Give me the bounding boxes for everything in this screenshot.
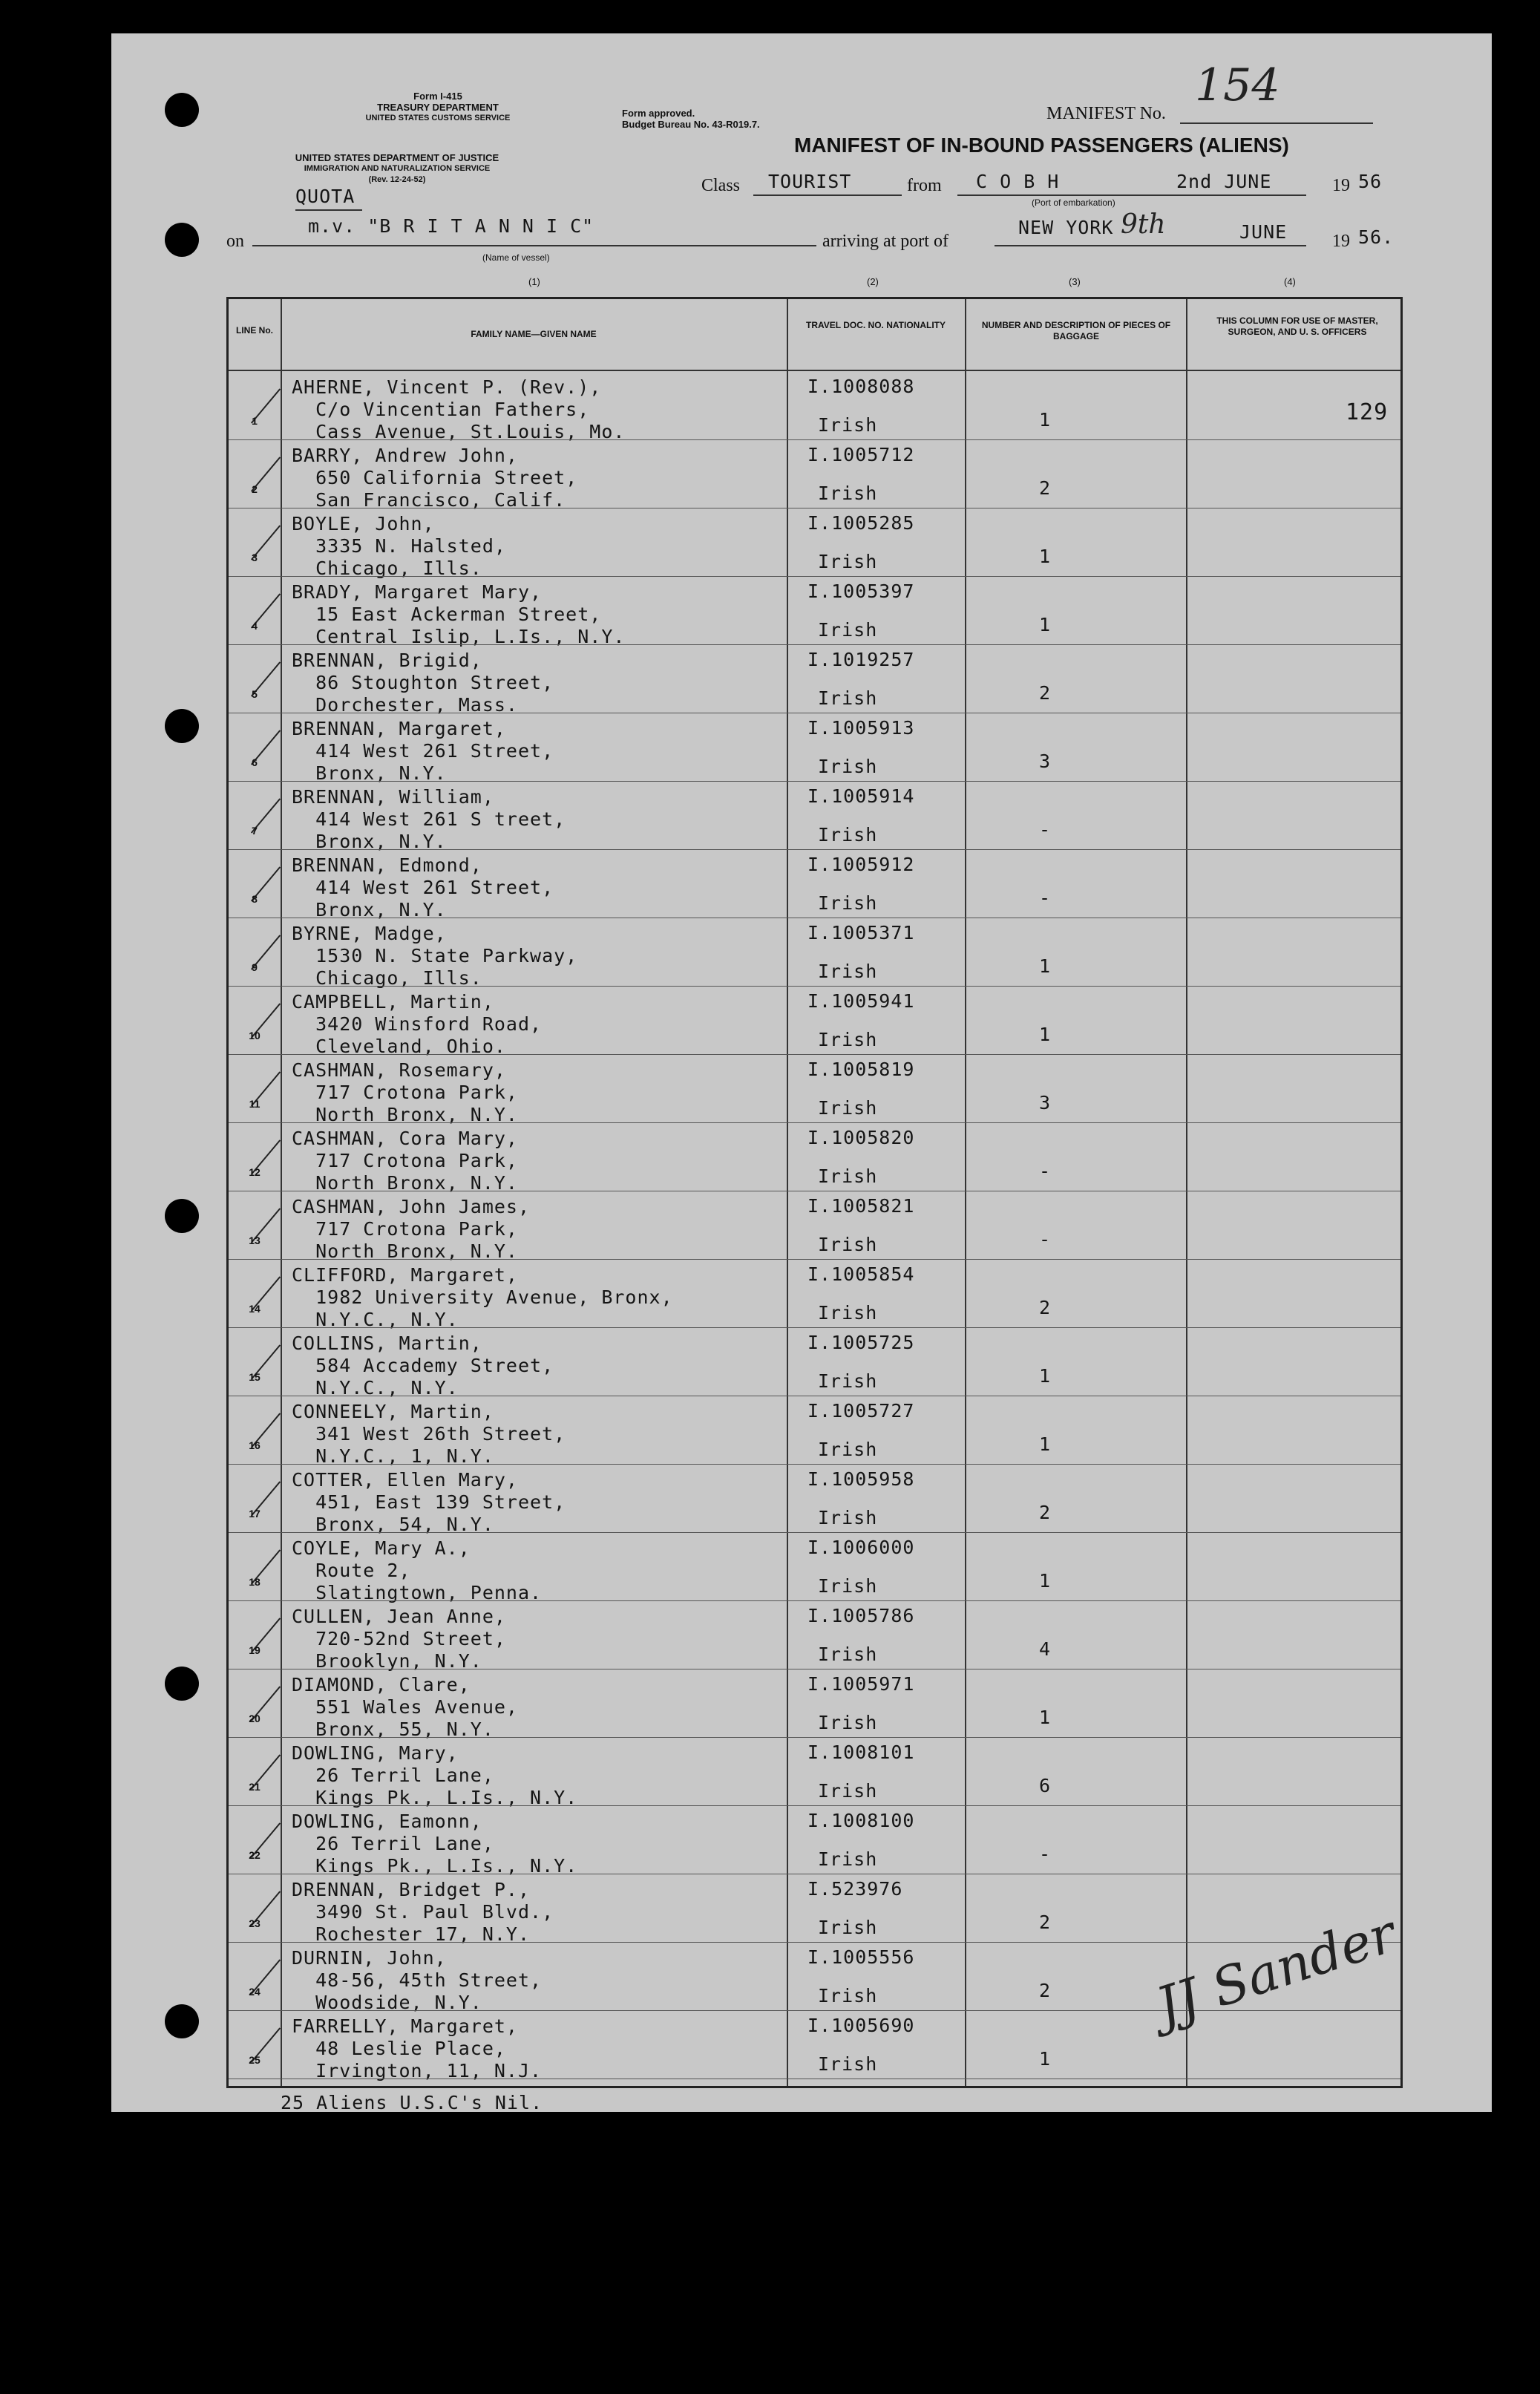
nationality: Irish bbox=[818, 892, 878, 914]
col-index-1: (1) bbox=[528, 276, 540, 287]
baggage-count: - bbox=[1038, 1160, 1052, 1182]
table-row bbox=[229, 1260, 1400, 1328]
table-row bbox=[229, 713, 1400, 782]
table-row bbox=[229, 508, 1400, 577]
table-row bbox=[229, 1191, 1400, 1260]
travel-doc-cell bbox=[807, 991, 914, 1050]
travel-doc-cell bbox=[807, 1059, 914, 1119]
passenger-name-address: BOYLE, John, 3335 N. Halsted, Chicago, Ills. bbox=[292, 513, 506, 579]
table-row bbox=[229, 850, 1400, 918]
line-number: 24 bbox=[249, 1986, 261, 1998]
nationality: Irish bbox=[818, 1780, 878, 1802]
arrival-underline bbox=[995, 245, 1306, 246]
line-number: 6 bbox=[252, 756, 258, 768]
ins-label: IMMIGRATION AND NATURALIZATION SERVICE bbox=[304, 164, 491, 173]
baggage-count: 1 bbox=[1038, 1707, 1052, 1728]
travel-doc-number: I.1005821 bbox=[807, 1195, 915, 1217]
nationality: Irish bbox=[818, 414, 878, 436]
nationality: Irish bbox=[818, 551, 878, 572]
nationality: Irish bbox=[818, 1712, 878, 1733]
table-row bbox=[229, 1806, 1400, 1877]
line-number: 23 bbox=[249, 1917, 261, 1929]
line-number: 15 bbox=[249, 1371, 261, 1383]
travel-doc-number: I.1005958 bbox=[807, 1468, 915, 1490]
baggage-count: 2 bbox=[1038, 682, 1052, 704]
travel-doc-cell bbox=[807, 1128, 914, 1187]
line-number: 14 bbox=[249, 1303, 261, 1315]
table-row bbox=[229, 1328, 1400, 1399]
table-row bbox=[229, 1465, 1400, 1533]
travel-doc-cell bbox=[807, 786, 914, 846]
travel-doc-cell bbox=[807, 1264, 914, 1324]
nationality: Irish bbox=[818, 1234, 878, 1255]
vessel-underline bbox=[252, 245, 816, 246]
travel-doc-number: I.1005941 bbox=[807, 990, 915, 1012]
passenger-name-address: CAMPBELL, Martin, 3420 Winsford Road, Cleveland, Ohio. bbox=[292, 991, 543, 1057]
quota-underline bbox=[295, 209, 362, 211]
baggage-count: 1 bbox=[1038, 955, 1052, 977]
depart-date: 2nd JUNE bbox=[1176, 171, 1272, 192]
manifest-underline bbox=[1180, 122, 1373, 124]
baggage-count: 3 bbox=[1038, 1092, 1052, 1113]
line-number: 12 bbox=[249, 1166, 261, 1178]
passenger-name-address: DOWLING, Eamonn, 26 Terril Lane, Kings Pk., L.Is., N.Y. bbox=[292, 1811, 578, 1877]
travel-doc-number: I.1008101 bbox=[807, 1741, 915, 1763]
from-value: C O B H bbox=[976, 171, 1060, 192]
passenger-name-address: DIAMOND, Clare, 551 Wales Avenue, Bronx, 55, N.Y. bbox=[292, 1674, 518, 1740]
nationality: Irish bbox=[818, 961, 878, 982]
line-number: 4 bbox=[252, 620, 258, 632]
manifest-title: MANIFEST OF IN-BOUND PASSENGERS (ALIENS) bbox=[794, 134, 1289, 157]
baggage-count: - bbox=[1038, 819, 1052, 840]
travel-doc-number: I.1005819 bbox=[807, 1059, 915, 1080]
nationality: Irish bbox=[818, 756, 878, 777]
table-row bbox=[229, 1533, 1400, 1601]
passenger-name-address: CASHMAN, Rosemary, 717 Crotona Park, North Bronx, N.Y. bbox=[292, 1059, 518, 1125]
travel-doc-number: I.1005912 bbox=[807, 854, 915, 875]
nationality: Irish bbox=[818, 1575, 878, 1597]
table-row bbox=[229, 1601, 1400, 1672]
travel-doc-cell bbox=[807, 1401, 914, 1460]
passenger-name-address: BRENNAN, Brigid, 86 Stoughton Street, Dorchester, Mass. bbox=[292, 650, 554, 716]
header-baggage: NUMBER AND DESCRIPTION OF PIECES OF BAGGAGE bbox=[981, 320, 1171, 341]
baggage-count: 1 bbox=[1038, 1365, 1052, 1387]
col-index-4: (4) bbox=[1284, 276, 1296, 287]
line-number: 11 bbox=[249, 1098, 261, 1110]
baggage-count: 6 bbox=[1038, 1775, 1052, 1796]
passenger-name-address: FARRELLY, Margaret, 48 Leslie Place, Irvington, 11, N.J. bbox=[292, 2015, 543, 2081]
arrival-day: 9th bbox=[1121, 209, 1166, 240]
travel-doc-cell bbox=[807, 376, 914, 436]
passenger-name-address: BRENNAN, Margaret, 414 West 261 Street, Bronx, N.Y. bbox=[292, 718, 554, 784]
nationality: Irish bbox=[818, 1985, 878, 2007]
quota-label: QUOTA bbox=[295, 186, 355, 207]
form-agency-block bbox=[334, 91, 542, 124]
port-embark-caption: (Port of embarkation) bbox=[1032, 197, 1115, 208]
table-row bbox=[229, 987, 1400, 1055]
travel-doc-cell bbox=[807, 513, 914, 572]
baggage-count: 1 bbox=[1038, 2048, 1052, 2070]
travel-doc-number: I.1005371 bbox=[807, 922, 915, 943]
travel-doc-cell bbox=[807, 445, 914, 504]
line-number: 19 bbox=[249, 1644, 261, 1656]
travel-doc-number: I.1006000 bbox=[807, 1537, 915, 1558]
line-number: 9 bbox=[252, 961, 258, 973]
justice-label: UNITED STATES DEPARTMENT OF JUSTICE bbox=[295, 152, 499, 163]
travel-doc-cell bbox=[807, 1811, 914, 1870]
travel-doc-number: I.1005556 bbox=[807, 1946, 915, 1968]
passenger-name-address: BRENNAN, William, 414 West 261 S treet, Bronx, N.Y. bbox=[292, 786, 566, 852]
nationality: Irish bbox=[818, 1165, 878, 1187]
baggage-count: 4 bbox=[1038, 1638, 1052, 1660]
line-number: 5 bbox=[252, 688, 258, 700]
travel-doc-number: I.1005690 bbox=[807, 2015, 915, 2036]
baggage-count: 1 bbox=[1038, 1433, 1052, 1455]
table-row bbox=[229, 1396, 1400, 1465]
travel-doc-cell bbox=[807, 1196, 914, 1255]
budget-label: Budget Bureau No. 43-R019.7. bbox=[622, 119, 760, 130]
table-row bbox=[229, 1874, 1400, 1943]
arriving-label: arriving at port of bbox=[822, 232, 948, 251]
travel-doc-number: I.1005727 bbox=[807, 1400, 915, 1422]
approved-label: Form approved. bbox=[622, 108, 695, 119]
travel-doc-number: I.1005285 bbox=[807, 512, 915, 534]
baggage-count: 1 bbox=[1038, 614, 1052, 635]
passenger-name-address: AHERNE, Vincent P. (Rev.), C/o Vincentian Fathers, Cass Avenue, St.Louis, Mo. bbox=[292, 376, 626, 442]
table-row bbox=[229, 1055, 1400, 1123]
officer-signature: JJ Sander bbox=[1149, 1903, 1403, 2038]
nationality: Irish bbox=[818, 483, 878, 504]
approval-block bbox=[622, 108, 760, 130]
line-number: 18 bbox=[249, 1576, 261, 1588]
baggage-count: - bbox=[1038, 1229, 1052, 1250]
nationality: Irish bbox=[818, 687, 878, 709]
footer-total: 25 Aliens U.S.C's Nil. bbox=[281, 2092, 543, 2113]
passenger-name-address: CASHMAN, Cora Mary, 717 Crotona Park, North Bronx, N.Y. bbox=[292, 1128, 518, 1194]
travel-doc-cell bbox=[807, 1606, 914, 1665]
punch-hole bbox=[165, 93, 199, 127]
line-number: 8 bbox=[252, 893, 258, 905]
travel-doc-number: I.1005786 bbox=[807, 1605, 915, 1626]
travel-doc-number: I.1005712 bbox=[807, 444, 915, 465]
line-number: 3 bbox=[252, 552, 258, 563]
travel-doc-number: I.523976 bbox=[807, 1878, 903, 1900]
passenger-table bbox=[226, 297, 1403, 2088]
arrival-port: NEW YORK bbox=[1018, 217, 1114, 238]
nationality: Irish bbox=[818, 2053, 878, 2075]
col-index-3: (3) bbox=[1069, 276, 1081, 287]
vessel-name: m.v. "B R I T A N N I C" bbox=[308, 215, 594, 237]
travel-doc-number: I.1008088 bbox=[807, 376, 915, 397]
on-label: on bbox=[226, 232, 244, 251]
punch-hole bbox=[165, 1199, 199, 1233]
table-row bbox=[229, 918, 1400, 987]
baggage-count: 1 bbox=[1038, 546, 1052, 567]
travel-doc-cell bbox=[807, 1537, 914, 1597]
header-line-no: LINE No. bbox=[236, 325, 273, 336]
class-underline bbox=[753, 194, 902, 196]
baggage-count: - bbox=[1038, 887, 1052, 909]
travel-doc-cell bbox=[807, 923, 914, 982]
baggage-count: 2 bbox=[1038, 1980, 1052, 2001]
treasury-label: TREASURY DEPARTMENT bbox=[377, 102, 499, 113]
passenger-name-address: BARRY, Andrew John, 650 California Street, San Francisco, Calif. bbox=[292, 445, 578, 511]
baggage-count: 3 bbox=[1038, 750, 1052, 772]
table-row bbox=[229, 645, 1400, 716]
passenger-name-address: BRADY, Margaret Mary, 15 East Ackerman Street, Central Islip, L.Is., N.Y. bbox=[292, 581, 626, 647]
nationality: Irish bbox=[818, 1507, 878, 1528]
punch-hole bbox=[165, 709, 199, 743]
nationality: Irish bbox=[818, 1644, 878, 1665]
baggage-count: 2 bbox=[1038, 1502, 1052, 1523]
line-number: 10 bbox=[249, 1030, 261, 1041]
travel-doc-number: I.1005971 bbox=[807, 1673, 915, 1695]
travel-doc-number: I.1005913 bbox=[807, 717, 915, 739]
line-number: 13 bbox=[249, 1234, 261, 1246]
passenger-name-address: COYLE, Mary A., Route 2, Slatingtown, Penna. bbox=[292, 1537, 543, 1603]
officer-note: 129 bbox=[1346, 399, 1389, 425]
travel-doc-cell bbox=[807, 1879, 902, 1938]
baggage-count: 2 bbox=[1038, 1911, 1052, 1933]
line-number: 16 bbox=[249, 1439, 261, 1451]
travel-doc-cell bbox=[807, 718, 914, 777]
manifest-number: 154 bbox=[1195, 59, 1280, 111]
nationality: Irish bbox=[818, 1302, 878, 1324]
vessel-caption: (Name of vessel) bbox=[482, 252, 550, 263]
table-row bbox=[229, 1669, 1400, 1738]
travel-doc-number: I.1005854 bbox=[807, 1263, 915, 1285]
passenger-name-address: BYRNE, Madge, 1530 N. State Parkway, Chicago, Ills. bbox=[292, 923, 578, 989]
travel-doc-number: I.1005820 bbox=[807, 1127, 915, 1148]
travel-doc-cell bbox=[807, 1332, 914, 1392]
class-label: Class bbox=[701, 176, 741, 195]
header-doc: TRAVEL DOC. NO. NATIONALITY bbox=[806, 320, 946, 330]
table-row bbox=[229, 1123, 1400, 1194]
header-rule bbox=[229, 370, 1400, 371]
nationality: Irish bbox=[818, 1848, 878, 1870]
travel-doc-cell bbox=[807, 581, 914, 641]
arrival-year-prefix: 19 bbox=[1332, 232, 1350, 251]
travel-doc-cell bbox=[807, 1469, 914, 1528]
class-value: TOURIST bbox=[768, 171, 852, 192]
customs-label: UNITED STATES CUSTOMS SERVICE bbox=[365, 114, 511, 122]
baggage-count: 1 bbox=[1038, 1024, 1052, 1045]
year-prefix: 19 bbox=[1332, 176, 1350, 195]
travel-doc-number: I.1005725 bbox=[807, 1332, 915, 1353]
travel-doc-cell bbox=[807, 1742, 914, 1802]
table-row bbox=[229, 2011, 1400, 2079]
baggage-count: 2 bbox=[1038, 477, 1052, 499]
manifest-label: MANIFEST No. bbox=[1046, 104, 1166, 123]
passenger-name-address: COLLINS, Martin, 584 Accademy Street, N.Y.C., N.Y. bbox=[292, 1332, 554, 1399]
passenger-name-address: CASHMAN, John James, 717 Crotona Park, North Bronx, N.Y. bbox=[292, 1196, 531, 1262]
travel-doc-cell bbox=[807, 1947, 914, 2007]
punch-hole bbox=[165, 223, 199, 257]
baggage-count: - bbox=[1038, 1843, 1052, 1865]
punch-hole bbox=[165, 2004, 199, 2038]
travel-doc-number: I.1019257 bbox=[807, 649, 915, 670]
table-row bbox=[229, 440, 1400, 511]
nationality: Irish bbox=[818, 1370, 878, 1392]
passenger-name-address: COTTER, Ellen Mary, 451, East 139 Street, Bronx, 54, N.Y. bbox=[292, 1469, 566, 1535]
line-number: 7 bbox=[252, 825, 258, 837]
travel-doc-cell bbox=[807, 650, 914, 709]
line-number: 22 bbox=[249, 1849, 261, 1861]
passenger-name-address: BRENNAN, Edmond, 414 West 261 Street, Bronx, N.Y. bbox=[292, 854, 554, 920]
travel-doc-number: I.1005914 bbox=[807, 785, 915, 807]
passenger-name-address: DRENNAN, Bridget P., 3490 St. Paul Blvd., Rochester 17, N.Y. bbox=[292, 1879, 554, 1945]
baggage-count: 2 bbox=[1038, 1297, 1052, 1318]
travel-doc-cell bbox=[807, 854, 914, 914]
travel-doc-cell bbox=[807, 1674, 914, 1733]
header-name: FAMILY NAME—GIVEN NAME bbox=[471, 329, 597, 339]
line-number: 17 bbox=[249, 1508, 261, 1520]
nationality: Irish bbox=[818, 1439, 878, 1460]
from-label: from bbox=[907, 176, 942, 195]
arrival-month: JUNE bbox=[1239, 221, 1288, 243]
table-row bbox=[229, 577, 1400, 645]
passenger-name-address: CULLEN, Jean Anne, 720-52nd Street, Brooklyn, N.Y. bbox=[292, 1606, 506, 1672]
justice-block bbox=[223, 152, 571, 186]
nationality: Irish bbox=[818, 1029, 878, 1050]
line-number: 1 bbox=[252, 415, 258, 427]
passenger-name-address: DOWLING, Mary, 26 Terril Lane, Kings Pk., L.Is., N.Y. bbox=[292, 1742, 578, 1808]
nationality: Irish bbox=[818, 619, 878, 641]
line-number: 21 bbox=[249, 1781, 261, 1793]
table-row bbox=[229, 1738, 1400, 1806]
travel-doc-number: I.1008100 bbox=[807, 1810, 915, 1831]
revision-label: (Rev. 12-24-52) bbox=[368, 175, 426, 184]
header-officers: THIS COLUMN FOR USE OF MASTER, SURGEON, AND U. S. OFFICERS bbox=[1216, 315, 1378, 337]
baggage-count: 1 bbox=[1038, 409, 1052, 431]
baggage-count: 1 bbox=[1038, 1570, 1052, 1592]
nationality: Irish bbox=[818, 824, 878, 846]
passenger-name-address: CONNEELY, Martin, 341 West 26th Street, N.Y.C., 1, N.Y. bbox=[292, 1401, 566, 1467]
depart-year: 56 bbox=[1358, 171, 1383, 192]
travel-doc-cell bbox=[807, 2015, 914, 2075]
punch-hole bbox=[165, 1667, 199, 1701]
form-number: Form I-415 bbox=[413, 91, 462, 102]
table-row bbox=[229, 782, 1400, 850]
line-number: 2 bbox=[252, 483, 258, 495]
table-row bbox=[229, 372, 1400, 440]
from-underline bbox=[957, 194, 1306, 196]
nationality: Irish bbox=[818, 1917, 878, 1938]
travel-doc-number: I.1005397 bbox=[807, 580, 915, 602]
line-number: 25 bbox=[249, 2054, 261, 2066]
col-index-2: (2) bbox=[867, 276, 879, 287]
arrival-year: 56. bbox=[1358, 226, 1395, 248]
passenger-name-address: CLIFFORD, Margaret, 1982 University Avenue, Bronx, N.Y.C., N.Y. bbox=[292, 1264, 673, 1330]
passenger-name-address: DURNIN, John, 48-56, 45th Street, Woodside, N.Y. bbox=[292, 1947, 543, 2013]
nationality: Irish bbox=[818, 1097, 878, 1119]
line-number: 20 bbox=[249, 1713, 261, 1724]
